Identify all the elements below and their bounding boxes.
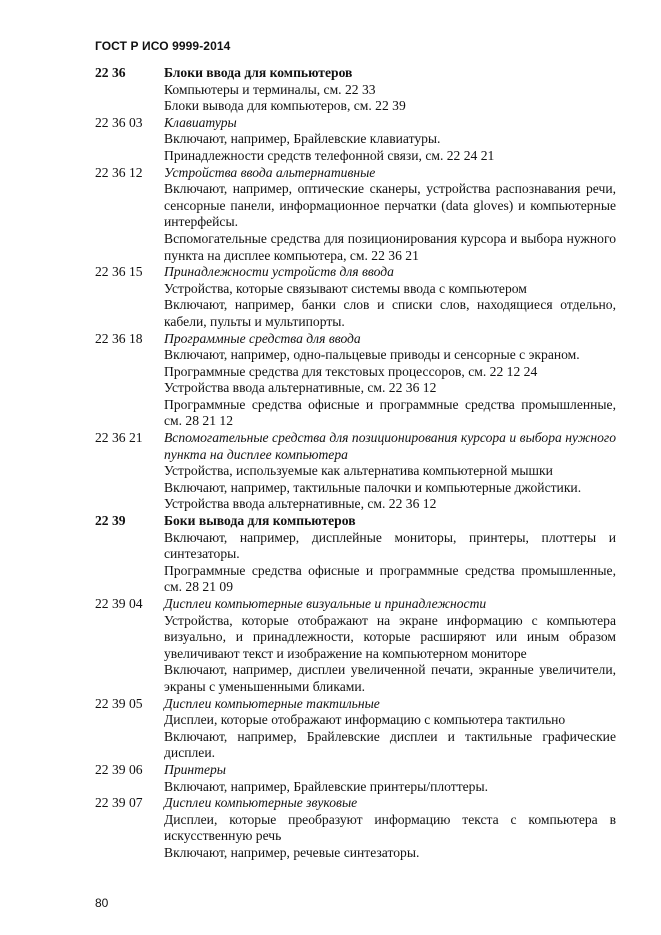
entry-title: Принтеры	[164, 761, 227, 777]
entry-line: Блоки вывода для компьютеров, см. 22 39	[164, 98, 406, 114]
entry-code: 22 36 18	[95, 330, 143, 346]
entry-22-39-07	[95, 795, 616, 861]
entry-code: 22 36 15	[95, 264, 143, 280]
document-header: ГОСТ Р ИСО 9999-2014	[95, 39, 231, 53]
entry-22-36-21	[95, 430, 616, 513]
entry-22-36	[95, 65, 616, 115]
entry-line: Принадлежности средств телефонной связи, см. 22 24 21	[164, 147, 495, 163]
entry-title: Вспомогательные средства для позиционирования курсора и выбора нужного пункта на дисплее компьютера	[164, 430, 616, 462]
entry-line: Включают, например, дисплеи увеличенной печати, экранные увеличители, экраны с уменьшенными бликами.	[164, 662, 616, 694]
entry-line: Включают, например, Брайлевские клавиатуры.	[164, 131, 441, 147]
entry-line: Включают, например, банки слов и списки слов, находящиеся отдельно, кабели, пульты и мультипорты.	[164, 297, 616, 329]
entry-line: Вспомогательные средства для позиционирования курсора и выбора нужного пункта на дисплее компьютера, см. 22 36 21	[164, 230, 616, 263]
entry-22-36-18	[95, 331, 616, 431]
entry-22-36-12	[95, 165, 616, 265]
entry-line: Устройства, используемые как альтернатива компьютерной мышки	[164, 463, 553, 479]
entry-title: Дисплеи компьютерные визуальные и принадлежности	[164, 596, 487, 611]
entry-code: 22 39 07	[95, 795, 143, 811]
entry-code: 22 39 06	[95, 761, 143, 777]
entry-line: Включают, например, речевые синтезаторы.	[164, 844, 420, 860]
entry-code: 22 39	[95, 513, 126, 529]
entry-code: 22 36	[95, 65, 126, 80]
entry-line: Устройства ввода альтернативные, см. 22 36 12	[164, 380, 437, 396]
entry-title: Блоки ввода для компьютеров	[164, 65, 353, 80]
entry-line: Компьютеры и терминалы, см. 22 33	[164, 81, 376, 97]
entry-22-39-06	[95, 762, 616, 795]
entry-line: Включают, например, оптические сканеры, устройства распознавания речи, сенсорные панели, информационное перчатки (data gloves) и компьютерные интерфейсы.	[164, 181, 616, 230]
entry-line: Программные средства офисные и программные средства промышленные, см. 28 21 12	[164, 396, 616, 429]
entry-title: Клавиатуры	[164, 114, 237, 130]
entry-line: Включают, например, Брайлевские принтеры/плоттеры.	[164, 778, 488, 794]
entry-line: Включают, например, одно-пальцевые приводы и сенсорные с экраном.	[164, 347, 580, 363]
entry-title: Программные средства для ввода	[164, 330, 361, 346]
entry-title: Боки вывода для компьютеров	[164, 513, 356, 529]
entry-code: 22 39 04	[95, 596, 143, 611]
entry-line: Дисплеи, которые отображают информацию с компьютера тактильно	[164, 712, 566, 728]
entry-code: 22 36 21	[95, 430, 143, 446]
entry-line: Устройства ввода альтернативные, см. 22 36 12	[164, 496, 437, 512]
entry-22-39	[95, 513, 616, 596]
entry-22-39-04	[95, 596, 616, 696]
entry-line: Включают, например, дисплейные мониторы, принтеры, плоттеры и синтезаторы.	[164, 529, 616, 562]
entry-line: Включают, например, тактильные палочки и компьютерные джойстики.	[164, 479, 582, 495]
entry-title: Принадлежности устройств для ввода	[164, 264, 394, 280]
entry-line: Включают, например, Брайлевские дисплеи и тактильные графические дисплеи.	[164, 728, 616, 761]
entry-22-36-15	[95, 264, 616, 330]
entry-code: 22 39 05	[95, 695, 143, 711]
entry-line: Устройства, которые отображают на экране информацию с компьютера визуально, и принадлежности, которые расширяют или иным образом увеличивают текст и изображение на компьютерном мониторе	[164, 612, 616, 661]
entry-line: Дисплеи, которые преобразуют информацию текста с компьютера в искусственную речь	[164, 811, 616, 844]
entry-title: Дисплеи компьютерные звуковые	[164, 795, 358, 811]
entry-title: Устройства ввода альтернативные	[164, 164, 376, 180]
entry-code: 22 36 03	[95, 114, 143, 130]
entry-title: Дисплеи компьютерные тактильные	[164, 695, 380, 711]
entry-code: 22 36 12	[95, 164, 143, 180]
entry-22-39-05	[95, 696, 616, 762]
page-number: 80	[95, 896, 109, 910]
entry-line: Программные средства офисные и программные средства промышленные, см. 28 21 09	[164, 562, 616, 595]
entry-line: Программные средства для текстовых процессоров, см. 22 12 24	[164, 363, 538, 379]
entry-line: Устройства, которые связывают системы ввода с компьютером	[164, 280, 527, 296]
entry-22-36-03	[95, 115, 616, 165]
classification-list	[95, 65, 616, 862]
